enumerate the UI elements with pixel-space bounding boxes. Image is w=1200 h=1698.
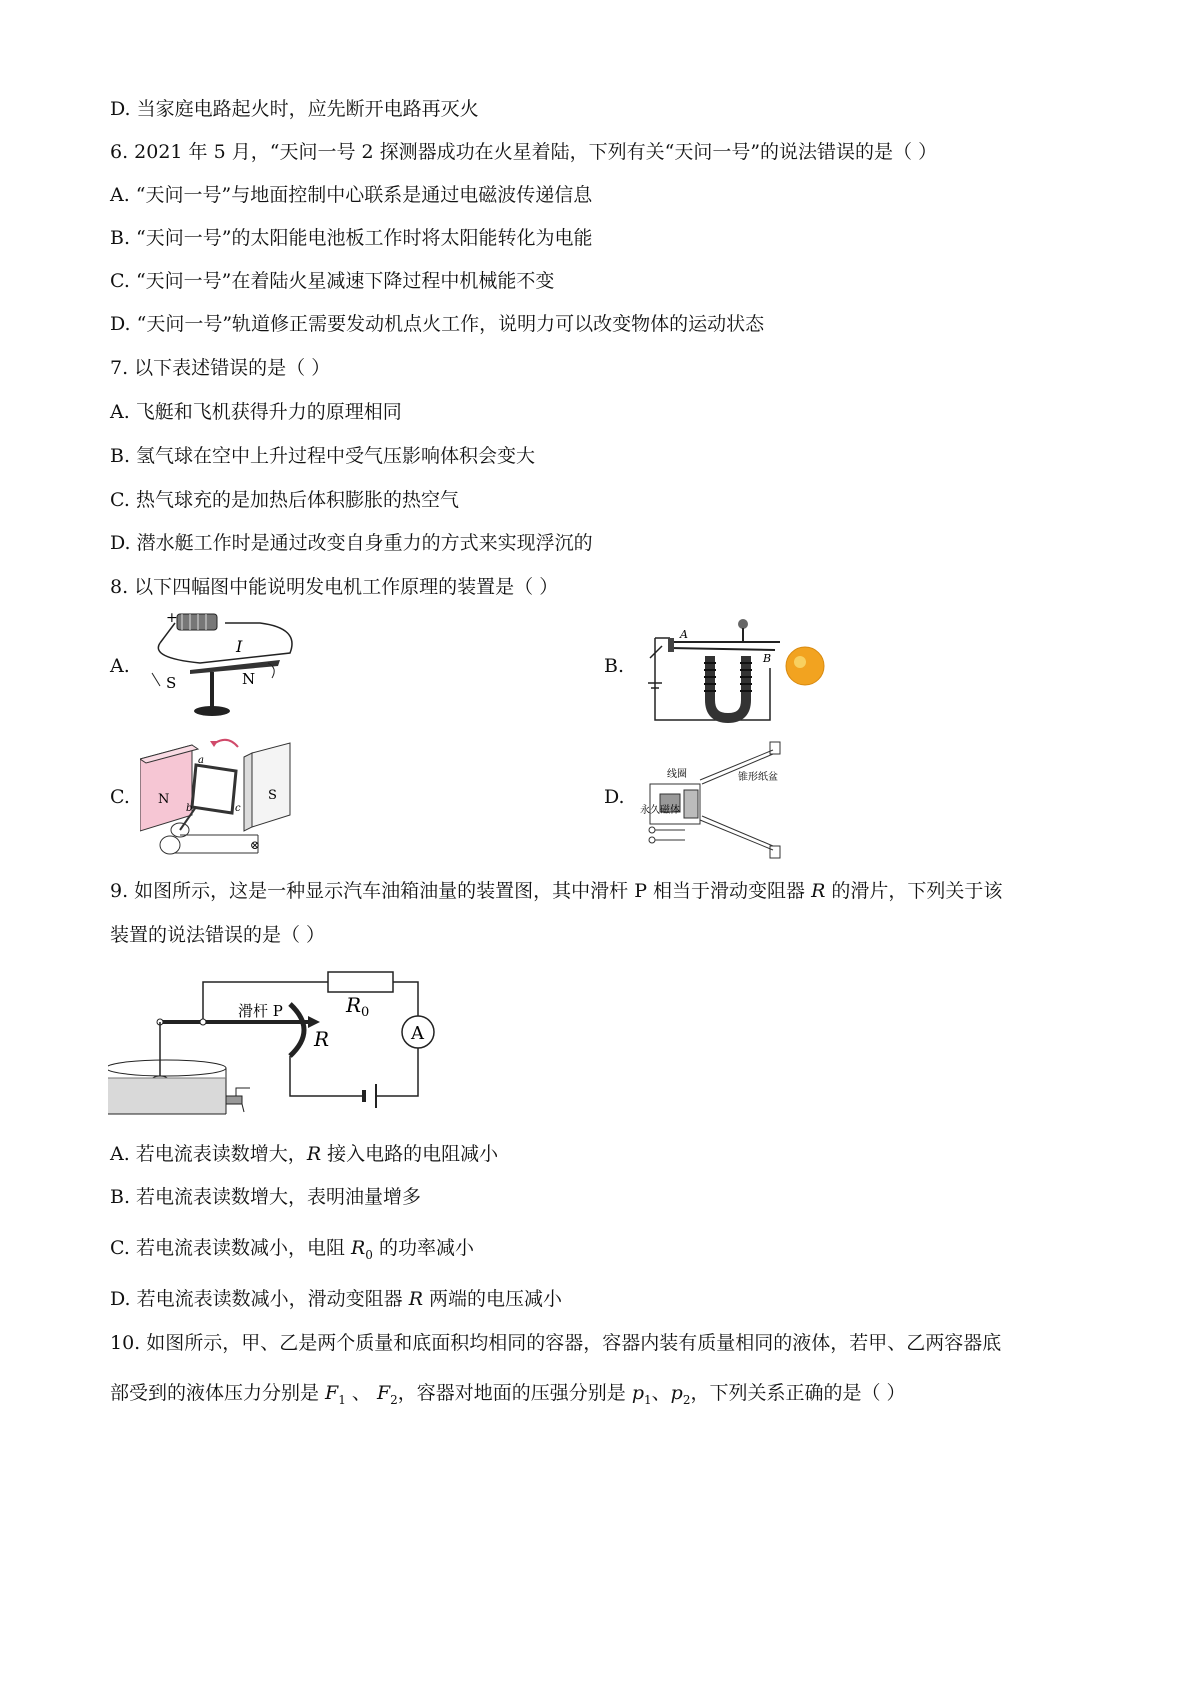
q9-option-a: A. 若电流表读数增大，R 接入电路的电阻减小 [110, 1143, 499, 1165]
q8-figure-c-generator [140, 735, 315, 863]
battery-icon [177, 614, 217, 630]
svg-text:a: a [198, 755, 204, 766]
svg-text:A: A [680, 628, 688, 641]
q7-option-b: B. 氢气球在空中上升过程中受气压影响体积会变大 [110, 445, 536, 467]
q9-stem-line2: 装置的说法错误的是（ ） [110, 924, 326, 946]
q9-stem-line1: 9. 如图所示，这是一种显示汽车油箱油量的装置图，其中滑杆 P 相当于滑动变阻器 R 的滑片，下列关于该 [110, 880, 1003, 902]
q8-figure-b-relay [640, 608, 830, 726]
svg-text:N: N [158, 792, 170, 807]
q6-option-a: A. “天问一号”与地面控制中心联系是通过电磁波传递信息 [110, 184, 593, 206]
svg-text:A: A [411, 1023, 424, 1044]
q6-option-d: D. “天问一号”轨道修正需要发动机点火工作，说明力可以改变物体的运动状态 [110, 313, 765, 335]
q5-option-d: D. 当家庭电路起火时，应先断开电路再灭火 [110, 98, 479, 120]
q8-figure-d-speaker [640, 740, 805, 862]
q8-stem: 8. 以下四幅图中能说明发电机工作原理的装置是（ ） [110, 576, 559, 598]
tap-icon [226, 1096, 242, 1104]
variable-resistor-r [290, 1004, 304, 1056]
svg-text:永久磁体: 永久磁体 [640, 805, 680, 816]
svg-text:B: B [763, 652, 772, 665]
q6-option-c: C. “天问一号”在着陆火星减速下降过程中机械能不变 [110, 270, 555, 292]
switch-icon [650, 646, 662, 658]
q7-option-c: C. 热气球充的是加热后体积膨胀的热空气 [110, 489, 459, 511]
q9-figure-fuel-gauge [108, 960, 488, 1120]
q6-option-b: B. “天问一号”的太阳能电池板工作时将太阳能转化为电能 [110, 227, 593, 249]
q10-stem-line2: 部受到的液体压力分别是 $F_1$ 、 $F_2$，容器对地面的压强分别是 $p_1$、$p_2$，下列关系正确的是（ ） [110, 1382, 906, 1407]
svg-text:c: c [235, 803, 241, 814]
svg-text:S: S [166, 674, 177, 692]
svg-text:R: R [346, 993, 362, 1017]
current-label: I [236, 637, 243, 656]
q9-option-b: B. 若电流表读数增大，表明油量增多 [110, 1186, 422, 1208]
coil-icon [192, 765, 236, 813]
q8-label-a: A. [110, 655, 130, 677]
q6-stem: 6. 2021 年 5 月，“天问一号 2 探测器成功在火星着陆，下列有关“天问一号”的说法错误的是（ ） [110, 141, 938, 163]
svg-text:b: b [186, 803, 193, 814]
svg-text:R: R [314, 1027, 330, 1051]
q9-option-c: C. 若电流表读数减小，电阻 $R_0$ 的功率减小 [110, 1237, 474, 1262]
lamp-icon: ⊗ [250, 838, 261, 852]
svg-text:+: + [166, 610, 178, 626]
q7-option-a: A. 飞艇和飞机获得升力的原理相同 [110, 401, 402, 423]
svg-text:N: N [242, 670, 256, 688]
resistor-r0 [328, 972, 393, 992]
q8-label-d: D. [604, 786, 625, 808]
svg-text:锥形纸盆: 锥形纸盆 [738, 772, 778, 783]
svg-text:线圈: 线圈 [667, 769, 687, 780]
q7-option-d: D. 潜水艇工作时是通过改变自身重力的方式来实现浮沉的 [110, 532, 593, 554]
q8-label-b: B. [604, 655, 625, 677]
q8-figure-a-oersted [140, 608, 310, 723]
q10-stem-line1: 10. 如图所示，甲、乙是两个质量和底面积均相同的容器，容器内装有质量相同的液体，若甲、乙两容器底 [110, 1332, 1002, 1354]
bell-icon [786, 647, 824, 685]
svg-text:滑杆 P: 滑杆 P [238, 1002, 283, 1020]
q7-stem: 7. 以下表述错误的是（ ） [110, 357, 331, 379]
u-electromagnet-icon [710, 656, 746, 718]
q9-option-d: D. 若电流表读数减小，滑动变阻器 R 两端的电压减小 [110, 1288, 563, 1310]
q8-label-c: C. [110, 786, 130, 808]
svg-text:S: S [268, 788, 277, 803]
svg-text:0: 0 [361, 1005, 370, 1020]
